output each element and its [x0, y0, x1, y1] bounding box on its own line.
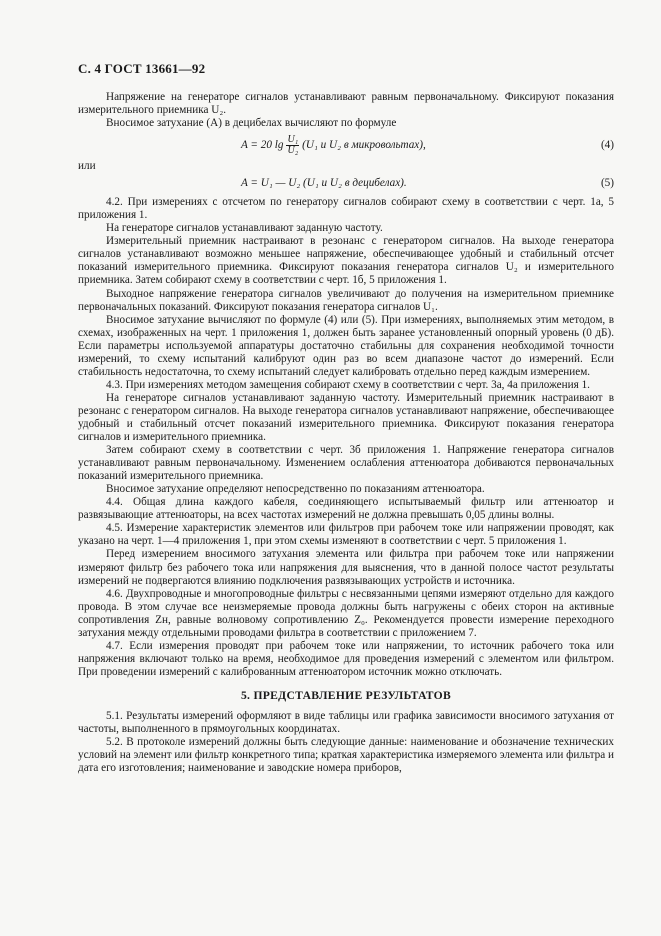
- page-header: С. 4 ГОСТ 13661—92: [78, 61, 206, 76]
- paragraph-4-3: 4.3. При измерениях методом замещения собирают схему в соответствии с черт. 3а, 4а приложения 1.: [106, 378, 590, 391]
- formula-5: [78, 173, 614, 193]
- formula-4-number: (4): [600, 138, 614, 151]
- paragraph: Вносимое затухание вычисляют по формуле (4) или (5). При измерениях, выполняемых этим методом, в схемах, изображенных на черт. 1 приложения 1, должен быть заранее установленный опорный уровень (0 дБ). Если параметры используемой аппаратуры достаточно стабильны для сохранения необходимой точности измерений, то схему испытаний калибруют один раз во всем диапазоне частот до измерений. Если стабильность недостаточна, то схему испытаний следует калибровать отдельно перед каждым измерением.: [78, 313, 614, 378]
- paragraph: Напряжение на генераторе сигналов устанавливают равным первоначальному. Фиксируют показания измерительного приемника U₂.: [78, 91, 614, 117]
- or-label: или: [78, 160, 96, 173]
- formula-4-rhs: (U₁ и U₂ в микровольтах),: [302, 138, 426, 151]
- paragraph-4-6: 4.6. Двухпроводные и многопроводные фильтры с несвязанными цепями измеряют отдельно для каждого провода. В этом случае все неизмеряемые провода должны быть нагружены с обеих сторон на активные сопротивления Zн, равные волновому сопротивлению Z₀. Рекомендуется провести измерение переходного затухания между отдельными проводами фильтра в соответствии с приложением 7.: [78, 587, 614, 639]
- paragraph: На генераторе сигналов устанавливают заданную частоту.: [106, 222, 383, 235]
- formula-5-number: (5): [600, 176, 614, 189]
- paragraph-5-2: 5.2. В протоколе измерений должны быть следующие данные: наименование и обозначение технических условий на элемент или фильтр конкретного типа; краткая характеристика измеряемого элемента или фильтра и дата его изготовления; наименование и заводские номера приборов,: [78, 736, 614, 775]
- paragraph: Затем собирают схему в соответствии с черт. 3б приложения 1. Напряжение генератора сигналов устанавливают равным первоначальному. Изменением ослабления аттенюатора добиваются первоначальных показаний измерительного приемника.: [78, 444, 614, 483]
- paragraph: На генераторе сигналов устанавливают заданную частоту. Измерительный приемник настраивают в резонанс с генератором сигналов. На выходе генератора сигналов устанавливают напряжение, обеспечивающее удобный и стабильный отсчет показаний измерительного приемника. Фиксируют показания генератора сигналов и измерительного приемника.: [78, 391, 614, 444]
- paragraph: Вносимое затухание (A) в децибелах вычисляют по формуле: [106, 117, 397, 130]
- section-5-title: 5. ПРЕДСТАВЛЕНИЕ РЕЗУЛЬТАТОВ: [240, 688, 452, 702]
- paragraph-4-7: 4.7. Если измерения проводят при рабочем токе или напряжении, то источник рабочего тока или напряжения включают только на время, необходимое для проведения измерений с элементом или фильтром. При проведении измерений с калиброванным аттенюатором источник можно отключать.: [78, 639, 614, 678]
- document-body: [78, 91, 614, 775]
- paragraph-5-1: 5.1. Результаты измерений оформляют в виде таблицы или графика зависимости вносимого затухания от частоты, выполненного в прямоугольных координатах.: [78, 709, 614, 736]
- paragraph: Выходное напряжение генератора сигналов увеличивают до получения на измерительном приемнике первоначальных показаний. Фиксируют показания генератора сигналов U₁.: [78, 287, 614, 313]
- paragraph: Вносимое затухание определяют непосредственно по показаниям аттенюатора.: [106, 483, 485, 496]
- paragraph-4-4: 4.4. Общая длина каждого кабеля, соединяющего испытываемый фильтр или аттенюатор и развязывающие аттенюаторы, на всех частотах измерений не должна превышать 0,05 длины волны.: [78, 496, 614, 522]
- formula-4-lhs: A = 20 lg: [241, 138, 284, 151]
- paragraph-4-2: 4.2. При измерениях с отсчетом по генератору сигналов собирают схему в соответствии с черт. 1а, 5 приложения 1.: [78, 196, 614, 222]
- paragraph: Измерительный приемник настраивают в резонанс с генератором сигналов. На выходе генератора сигналов устанавливают возможно меньшее напряжение, обеспечивающее удобный и стабильный отсчет показаний измерительного приемника. Фиксируют показания генератора сигналов U₂ и измерительного приемника. Затем собирают схему в соответствии с черт. 1б, 5 приложения 1.: [78, 235, 614, 287]
- formula-4-expression: [241, 135, 426, 156]
- formula-4: [78, 130, 614, 160]
- formula-4-denominator: U₂: [287, 144, 299, 156]
- formula-5-expression: A = U₁ — U₂ (U₁ и U₂ в децибелах).: [241, 176, 407, 189]
- paragraph-4-5: 4.5. Измерение характеристик элементов или фильтров при рабочем токе или напряжении проводят, как указано на черт. 1—4 приложения 1, при этом схемы изменяют в соответствии с черт. 5 приложения 1.: [78, 522, 614, 548]
- formula-4-numerator: U₁: [287, 133, 299, 145]
- paragraph: Перед измерением вносимого затухания элемента или фильтра при рабочем токе или напряжении измеряют фильтр без рабочего тока или напряжения для выяснения, что в данной полосе частот результаты измерений не подвергаются влиянию подключения развязывающих устройств и источника.: [78, 548, 614, 587]
- formula-4-fraction: [286, 135, 299, 156]
